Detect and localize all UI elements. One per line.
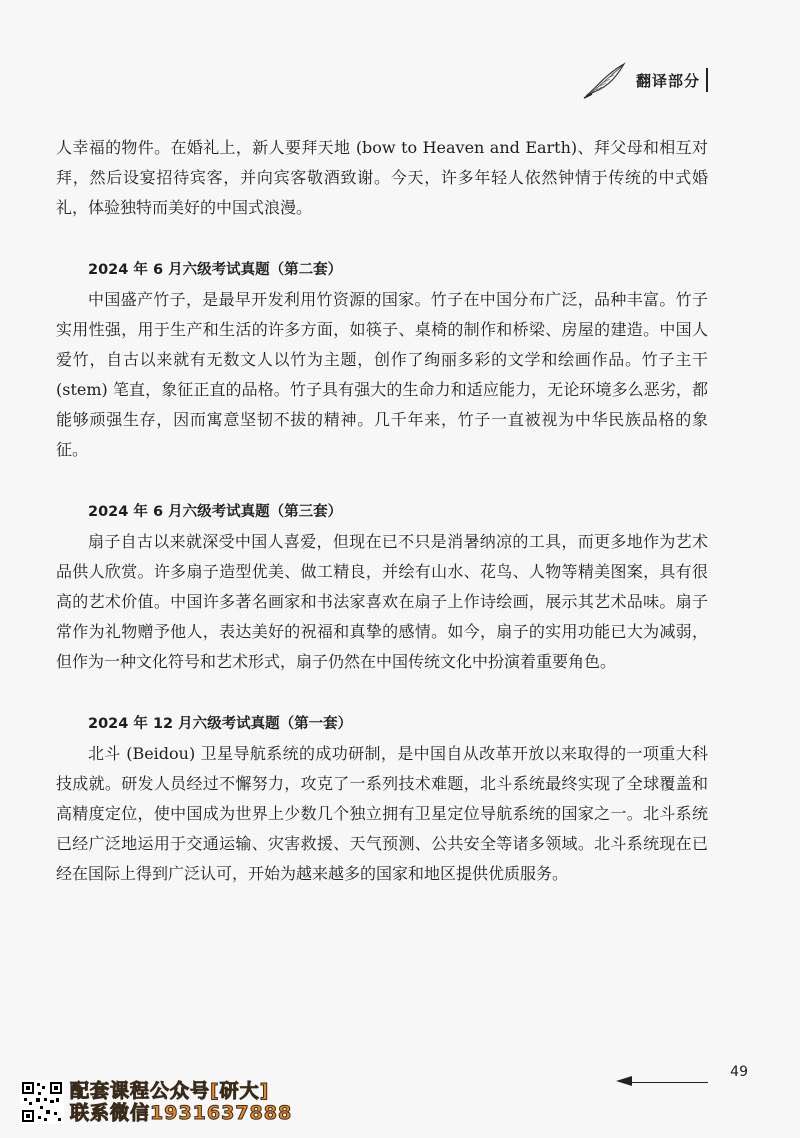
exam-paragraph: 扇子自古以来就深受中国人喜爱，但现在已不只是消暑纳凉的工具，而更多地作为艺术品供人欣赏。许多扇子造型优美、做工精良，并绘有山水、花鸟、人物等精美图案，具有很高的艺术价值。中国许多著名画家和书法家喜欢在扇子上作诗绘画，展示其艺术品味。扇子常作为礼物赠予他人，表达美好的祝福和真挚的感情。如今，扇子的实用功能已大为减弱，但作为一种文化符号和艺术形式，扇子仍然在中国传统文化中扮演着重要角色。: [56, 532, 708, 671]
exam-paragraph: 中国盛产竹子，是最早开发利用竹资源的国家。竹子在中国分布广泛，品种丰富。竹子实用性强，用于生产和生活的许多方面，如筷子、桌椅的制作和桥梁、房屋的建造。中国人爱竹，自古以来就有无数文人以竹为主题，创作了绚丽多彩的文学和绘画作品。竹子主干 (stem) 笔直，象征正直的品格。竹子具有强大的生命力和适应能力，无论环境多么恶劣，都能够顽强生存，因而寓意坚韧不拔的精神。几千年来，竹子一直被视为中华民族品格的象征。: [56, 290, 708, 459]
qr-code-icon: [20, 1080, 64, 1124]
exam-heading: 2024 年 6 月六级考试真题（第二套）: [88, 262, 343, 278]
watermark: [70, 1080, 292, 1124]
section-title: 翻译部分: [635, 71, 700, 90]
intro-paragraph: 人幸福的物件。在婚礼上，新人要拜天地 (bow to Heaven and Earth)、拜父母和相互对拜，然后设宴招待宾客，并向宾客敬酒致谢。今天，许多年轻人依然钟情于传统的中式婚礼，体验独特而美好的中国式浪漫。: [56, 138, 708, 217]
exam-heading: 2024 年 12 月六级考试真题（第一套）: [88, 716, 353, 732]
page-header: [582, 60, 708, 100]
page-marker-arrow: [616, 1076, 632, 1086]
exam-paragraph: 北斗 (Beidou) 卫星导航系统的成功研制，是中国自从改革开放以来取得的一项重大科技成就。研发人员经过不懈努力，攻克了一系列技术难题，北斗系统最终实现了全球覆盖和高精度定位，使中国成为世界上少数几个独立拥有卫星定位导航系统的国家之一。北斗系统已经广泛地运用于交通运输、灾害救援、天气预测、公共安全等诸多领域。北斗系统现在已经在国际上得到广泛认可，开始为越来越多的国家和地区提供优质服务。: [56, 744, 708, 883]
exam-heading: 2024 年 6 月六级考试真题（第三套）: [88, 504, 343, 520]
watermark-line-1: 配套课程公众号[研大]: [70, 1080, 270, 1102]
feather-quill-icon: [582, 60, 628, 100]
page-content: [56, 133, 708, 889]
header-divider: [706, 68, 708, 92]
watermark-line-2: 联系微信1931637888: [70, 1102, 293, 1124]
page-number: 49: [730, 1064, 748, 1080]
page-marker-line: [628, 1082, 708, 1083]
